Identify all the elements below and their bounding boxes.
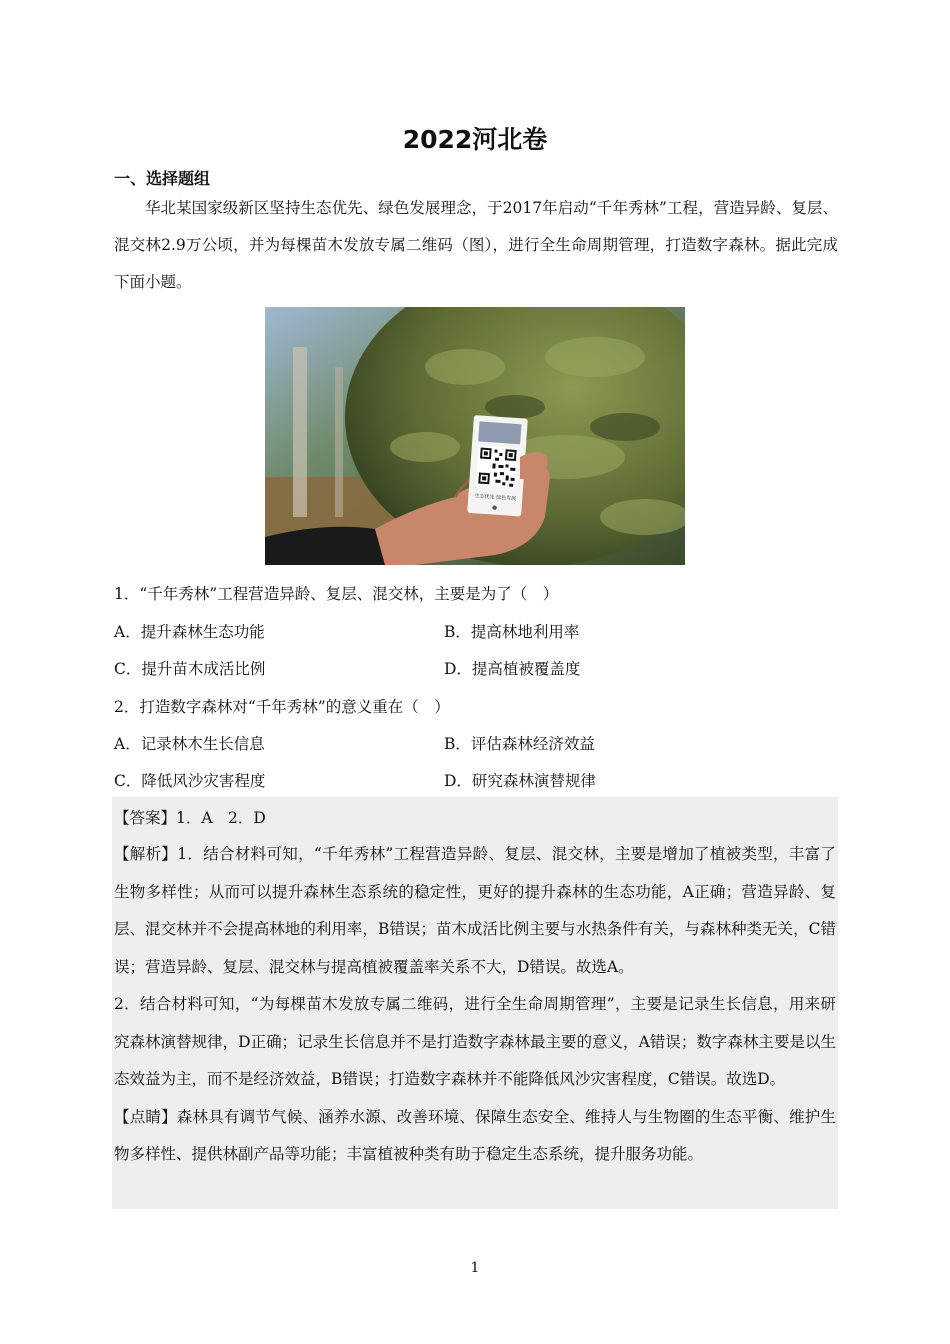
q1-option-c: C．提升苗木成活比例 xyxy=(114,660,266,678)
q1-option-b: B．提高林地利用率 xyxy=(444,623,580,641)
analysis-q1: 【解析】1．结合材料可知，“千年秀林”工程营造异龄、复层、混交林，主要是增加了植被类型，丰富了生物多样性；从而可以提升森林生态系统的稳定性，更好的提升森林的生态功能，A正确；营造异龄、复层、混交林并不会提高林地的利用率，B错误；苗木成活比例主要与水热条件有关，与森林种类无关，C错误；营造异龄、复层、混交林与提高植被覆盖率关系不大，D错误。故选A。 xyxy=(114,845,836,976)
question-2-stem: 2．打造数字森林对“千年秀林”的意义重在（ ） xyxy=(114,698,450,716)
question-1-stem: 1．“千年秀林”工程营造异龄、复层、混交林，主要是为了（ ） xyxy=(114,585,559,603)
tag-caption: 生态优先 绿色发展 xyxy=(474,493,517,503)
forest-qr-photo xyxy=(265,307,685,565)
q2-option-b: B．评估森林经济效益 xyxy=(444,735,595,753)
section-heading: 一、选择题组 xyxy=(114,169,211,188)
analysis-section xyxy=(114,836,836,1174)
page-title: 2022河北卷 xyxy=(402,125,548,154)
q2-option-c: C．降低风沙灾害程度 xyxy=(114,772,266,790)
q2-option-a: A．记录林木生长信息 xyxy=(114,735,265,753)
q1-option-d: D．提高植被覆盖度 xyxy=(444,660,581,678)
photo-illustration xyxy=(265,307,685,565)
page-number: 1 xyxy=(470,1260,480,1276)
intro-paragraph xyxy=(114,190,838,301)
answer-key: 【答案】1．A 2．D xyxy=(114,809,266,827)
analysis-q2: 2．结合材料可知，“为每棵苗木发放专属二维码，进行全生命周期管理”，主要是记录生长信息，用来研究森林演替规律，D正确；记录生长信息并不是打造数字森林最主要的意义，A错误；数字森林主要是以生态效益为主，而不是经济效益，B错误；打造数字森林并不能降低风沙灾害程度，C错误。故选D。 xyxy=(114,995,836,1088)
key-point: 【点睛】森林具有调节气候、涵养水源、改善环境、保障生态安全、维持人与生物圈的生态平衡、维护生物多样性、提供林副产品等功能；丰富植被种类有助于稳定生态系统，提升服务功能。 xyxy=(114,1107,836,1163)
q1-option-a: A．提升森林生态功能 xyxy=(114,623,265,641)
q2-option-d: D．研究森林演替规律 xyxy=(444,772,596,790)
intro-text: 华北某国家级新区坚持生态优先、绿色发展理念，于2017年启动“千年秀林”工程，营造异龄、复层、混交林2.9万公顷，并为每棵苗木发放专属二维码（图），进行全生命周期管理，打造数字森林。据此完成下面小题。 xyxy=(114,199,838,291)
